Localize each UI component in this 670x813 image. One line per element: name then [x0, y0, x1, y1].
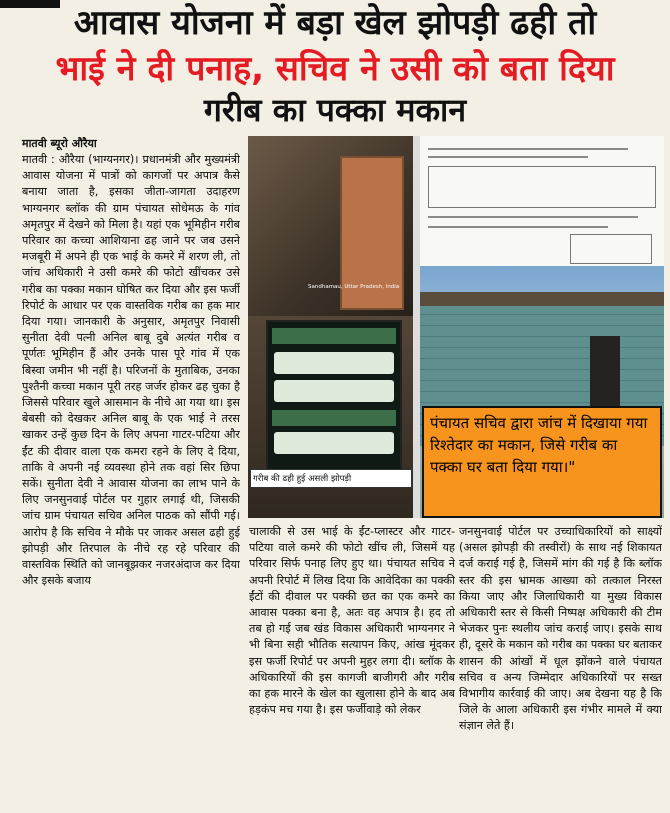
article-column-3: जनसुनवाई पोर्टल पर उच्चाधिकारियों को साक्ष्यों (असल झोपड़ी की तस्वीरों) के साथ नई शिकायत दर्ज कराई गई है, जिसमें मांग की गई है कि ब्लॉक स्तर की इस भ्रामक आख्या को तत्काल निरस्त किया जाए और जिलाधिकारी या मुख्य विकास अधिकारी स्तर से किसी निष्पक्ष अधिकारी की टीम भेजकर पुनः स्थलीय जांच कराई जाए। इसके साथ ही, दूसरे के मकान को गरीब का पक्का घर बताकर शासन की आंखों में धूल झोंकने वाले पंचायत सचिव व अन्य जिम्मेदार अधिकारियों पर सख्त विभागीय कार्रवाई की जाए। अब देखना यह है कि जिले के आला अधिकारी इस गंभीर मामले में क्या संज्ञान लेते हैं। — [459, 525, 662, 733]
phone-screenshot — [266, 320, 402, 474]
photo-callout — [422, 406, 662, 518]
byline: मातवी ब्यूरो औरैया — [22, 137, 97, 150]
report-document-image — [420, 136, 664, 266]
headline-line-3: गरीब का पक्का मकान — [203, 91, 467, 129]
headline-line-1: आवास योजना में बड़ा खेल झोपड़ी ढही तो — [73, 3, 597, 43]
article-column-1: मातवी : औरैया (भाग्यनगर)। प्रधानमंत्री और मुख्यमंत्री आवास योजना में पात्रों को कागजों पर अपात्र कैसे बनाया जाता है, इसका जीता-जागता उदाहरण भाग्यनगर ब्लॉक की ग्राम पंचायत सोधेमऊ के गांव अमृतपुर में देखने को मिला है। यहां एक भूमिहीन गरीब परिवार का कच्चा आशियाना ढह जाने पर जब उसने मजबूरी में अपने ही एक भाई के कमरे में शरण ली, तो जांच अधिकारी ने उसी कमरे की फोटो खींचकर उसे गरीब का पक्का मकान घोषित कर दिया और इस फर्जी रिपोर्ट के आधार पर एक वास्तविक गरीब का हक मार दिया गया। जानकारी के अनुसार, अमृतपुर निवासी सुनीता देवी पत्नी अनिल बाबू दुबे अत्यंत गरीब व पूर्णतः भूमिहीन हैं और उनके पास पूरे गांव में एक बिस्वा जमीन भी नहीं है। परिजनों के मुताबिक, उनका पुश्तैनी कच्चा मकान पूरी तरह जर्जर होकर ढह चुका है जिससे परिवार खुले आसमान के नीचे आ गया था। इस बेबसी को देखकर अनिल बाबू के एक भाई ने तरस खाकर उन्हें कुछ दिन के लिए अपना गाटर-पटिया और ईंट की दीवार वाला एक कमरा रहने के लिए दे दिया, ताकि वे अपनी नई व्यवस्था होने तक वहां सिर छिपा सकें। सुनीता देवी ने आवास योजना का लाभ पाने के लिए जनसुनवाई पोर्टल पर गुहार लगाई थी, जिसकी जांच ग्राम पंचायत सचिव अनिल पाठक को सौंपी गई। आरोप है कि सचिव ने मौके पर जाकर असल ढही हुई झोपड़ी और तिरपाल के नीचे रह रहे परिवार की वास्तविक स्थिति को जानबूझकर नजरअंदाज कर दिया और इसके बजाय — [22, 153, 240, 588]
photo-caption-left: गरीब की ढही हुई असली झोपड़ी — [250, 469, 412, 488]
headline-line-2: भाई ने दी पनाह, सचिव ने उसी को बता दिया — [55, 49, 615, 89]
article-column-2: चालाकी से उस भाई के ईंट-प्लास्टर और गाटर-पटिया वाले कमरे की फोटो खींच ली, जिसमें यह परिवार सिर्फ पनाह लिए हुए था। पंचायत सचिव ने अपनी रिपोर्ट में लिख दिया कि आवेदिका का पक्की ईंटों की दीवाल पर पक्की छत का एक कमरे का आवास पक्का बना है, अतः वह अपात्र है। हद तो तब हो गई जब खंड विकास अधिकारी भाग्यनगर ने भी बिना सही भौतिक सत्यापन किए, आंख मूंदकर इस फर्जी रिपोर्ट पर अपनी मुहर लगा दी। ब्लॉक के अधिकारियों की इस कागजी बाजीगरी और गरीब का हक मारने के खेल का खुलासा होने के बाद अब हड़कंप मच गया है। इस फर्जीवाड़े को लेकर — [249, 525, 455, 717]
geo-tag: Sandhamau, Uttar Pradesh, India — [308, 284, 400, 290]
photo-collage — [248, 136, 664, 518]
callout-text: पंचायत सचिव द्वारा जांच में दिखाया गया रिश्तेदार का मकान, जिसे गरीब का पक्का घर बता दिया गया।" — [430, 414, 648, 476]
collapsed-hut-photo — [248, 136, 413, 518]
